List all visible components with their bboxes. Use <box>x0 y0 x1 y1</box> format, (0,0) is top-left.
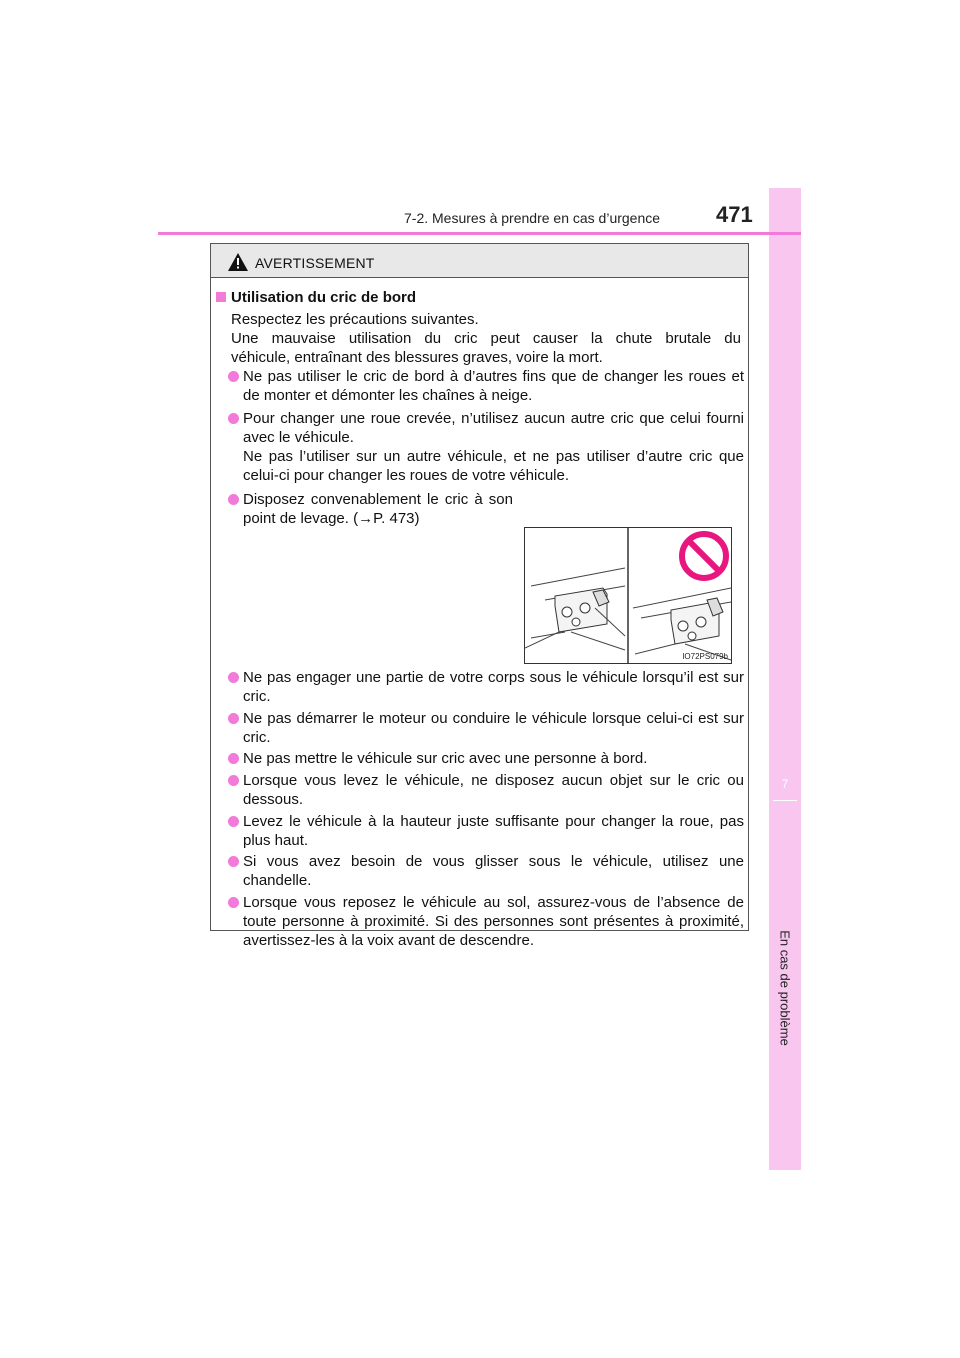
intro-line: véhicule, entraînant des blessures graves, voire la mort. <box>231 349 603 366</box>
list-item-text: Lorsque vous reposez le véhicule au sol, assurez-vous de l’absence de toute personne à proximité. Si des personnes sont présentes à proximité, avertissez-les à la voix avant de descendre. <box>243 894 744 949</box>
bullet-dot-icon <box>228 413 239 424</box>
bullet-dot-icon <box>228 713 239 724</box>
list-item-text: Disposez convenablement le cric à son point de levage. (→P. 473) <box>243 491 513 527</box>
page-number: 471 <box>716 202 753 227</box>
jack-diagram <box>525 528 731 663</box>
list-item-text: Levez le véhicule à la hauteur juste suffisante pour changer la roue, pas plus haut. <box>243 813 744 849</box>
warning-heading: AVERTISSEMENT <box>255 255 375 271</box>
list-item <box>228 490 513 528</box>
bullet-dot-icon <box>228 897 239 908</box>
list-item-text: Ne pas mettre le véhicule sur cric avec une personne à bord. <box>243 750 648 767</box>
chapter-title: En cas de problème <box>777 930 793 1046</box>
list-item-text: Lorsque vous levez le véhicule, ne disposez aucun objet sur le cric ou dessous. <box>243 772 744 808</box>
illustration-code: IO72PS079b <box>682 652 728 661</box>
section-heading: 7-2. Mesures à prendre en cas d’urgence <box>404 210 661 226</box>
list-item <box>228 812 744 850</box>
chapter-number: 7 <box>781 777 789 791</box>
chapter-separator <box>773 800 797 801</box>
list-item-text: Ne pas démarrer le moteur ou conduire le véhicule lorsque celui-ci est sur cric. <box>243 710 744 746</box>
bullet-dot-icon <box>228 494 239 505</box>
square-bullet-icon <box>216 292 226 302</box>
bullet-dot-icon <box>228 753 239 764</box>
warning-header <box>211 244 748 278</box>
warning-box <box>210 243 749 949</box>
warning-triangle-icon <box>228 253 248 271</box>
section-title: Utilisation du cric de bord <box>216 289 416 306</box>
list-item <box>228 771 744 809</box>
list-item <box>228 709 744 747</box>
list-item <box>228 852 744 890</box>
list-item <box>228 749 744 768</box>
list-item-text: Si vous avez besoin de vous glisser sous le véhicule, utilisez une chandelle. <box>243 853 744 889</box>
bullet-dot-icon <box>228 816 239 827</box>
intro-paragraph <box>231 310 741 367</box>
list-item-text: Ne pas engager une partie de votre corps sous le véhicule lorsqu’il est sur cric. <box>243 669 744 705</box>
list-item <box>228 893 744 950</box>
list-item <box>228 367 744 405</box>
list-item-line: Ne pas l’utiliser sur un autre véhicule, et ne pas utiliser d’autre cric que celui-ci pour changer les roues de votre véhicule. <box>243 448 744 484</box>
chapter-side-tab <box>769 188 801 1170</box>
intro-line: Une mauvaise utilisation du cric peut causer la chute brutale du <box>231 330 741 347</box>
list-item <box>228 668 744 706</box>
list-item-line: Pour changer une roue crevée, n’utilisez aucun autre cric que celui fourni avec le véhicule. <box>243 410 744 446</box>
list-item-text: Ne pas utiliser le cric de bord à d’autres fins que de changer les roues et de monter et démonter les chaînes à neige. <box>243 368 744 404</box>
bullet-dot-icon <box>228 775 239 786</box>
bullet-dot-icon <box>228 856 239 867</box>
header-rule <box>158 232 801 235</box>
bullet-dot-icon <box>228 672 239 683</box>
list-item-text <box>243 409 744 485</box>
list-item <box>228 409 744 485</box>
jack-illustration <box>524 527 732 664</box>
intro-line: Respectez les précautions suivantes. <box>231 311 479 328</box>
bullet-dot-icon <box>228 371 239 382</box>
